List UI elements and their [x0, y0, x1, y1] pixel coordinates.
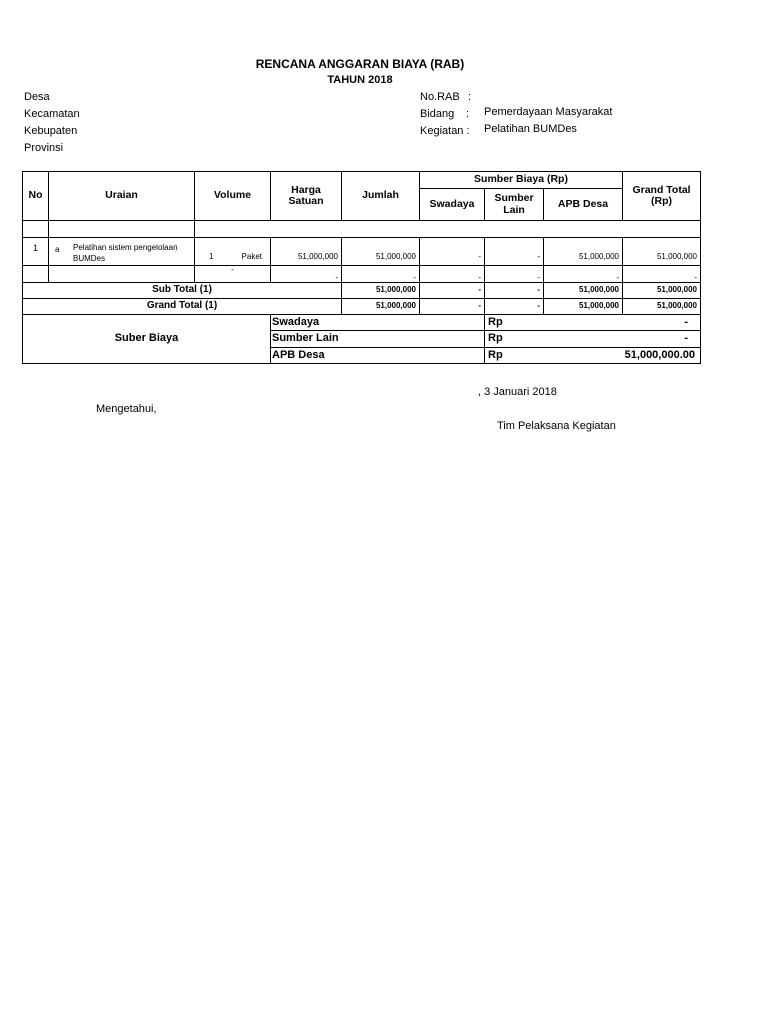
suber-biaya-currency: Rp [485, 348, 544, 364]
header-jumlah: Jumlah [342, 172, 420, 221]
item-sub: a [55, 245, 60, 254]
empty-grand-total: - [623, 266, 701, 283]
label-bidang: Bidang [420, 108, 455, 120]
header-grand-total: Grand Total (Rp) [623, 172, 701, 221]
label-kegiatan: Kegiatan : [420, 125, 470, 137]
sub-total-sumber-lain: - [485, 283, 544, 299]
header-sumber-biaya: Sumber Biaya (Rp) [420, 172, 623, 189]
bidang-value: Pemerdayaan Masyarakat [484, 106, 613, 118]
suber-biaya-currency: Rp [485, 331, 544, 348]
item-no: 1 [23, 238, 49, 266]
header-sumber-lain: Sumber Lain [485, 189, 544, 221]
document-year: TAHUN 2018 [327, 74, 393, 86]
suber-biaya-name: Swadaya [271, 315, 485, 331]
sub-total-label: Sub Total (1) [23, 283, 342, 299]
empty-apb-desa: - [544, 266, 623, 283]
item-grand-total: 51,000,000 [623, 238, 701, 266]
suber-biaya-amount: - [544, 315, 701, 331]
empty-swadaya: - [420, 266, 485, 283]
tim-pelaksana-label: Tim Pelaksana Kegiatan [497, 420, 616, 432]
table-row-empty [23, 266, 701, 283]
sub-total-swadaya: - [420, 283, 485, 299]
empty-harga-satuan: - [271, 266, 342, 283]
grand-total-sumber-lain: - [485, 299, 544, 315]
rab-table [22, 171, 701, 364]
grand-total-grand-total: 51,000,000 [623, 299, 701, 315]
kegiatan-value: Pelatihan BUMDes [484, 123, 577, 135]
suber-biaya-label: Suber Biaya [23, 315, 271, 364]
document-date: , 3 Januari 2018 [478, 386, 557, 398]
empty-sumber-lain: - [485, 266, 544, 283]
suber-biaya-row-swadaya [23, 315, 701, 331]
sub-total-grand-total: 51,000,000 [623, 283, 701, 299]
grand-total-jumlah: 51,000,000 [342, 299, 420, 315]
bidang-separator: : [466, 108, 470, 120]
item-jumlah: 51,000,000 [342, 238, 420, 266]
grand-total-apb-desa: 51,000,000 [544, 299, 623, 315]
suber-biaya-amount: 51,000,000.00 [544, 348, 701, 364]
suber-biaya-name: APB Desa [271, 348, 485, 364]
item-sumber-lain: - [485, 238, 544, 266]
item-harga-satuan: 51,000,000 [271, 238, 342, 266]
label-kabupaten: Kebupaten [24, 125, 78, 137]
item-swadaya: - [420, 238, 485, 266]
empty-volume: - [195, 266, 271, 283]
header-apb-desa: APB Desa [544, 189, 623, 221]
header-no: No [23, 172, 49, 221]
header-swadaya: Swadaya [420, 189, 485, 221]
empty-jumlah: - [342, 266, 420, 283]
suber-biaya-name: Sumber Lain [271, 331, 485, 348]
grand-total-row [23, 299, 701, 315]
item-uraian-cell [49, 238, 195, 266]
sub-total-row [23, 283, 701, 299]
table-row [23, 238, 701, 266]
label-kecamatan: Kecamatan [24, 108, 80, 120]
sub-total-jumlah: 51,000,000 [342, 283, 420, 299]
item-volume-cell [195, 238, 271, 266]
label-desa: Desa [24, 91, 50, 103]
item-apb-desa: 51,000,000 [544, 238, 623, 266]
grand-total-label: Grand Total (1) [23, 299, 342, 315]
label-provinsi: Provinsi [24, 142, 64, 154]
item-uraian: Pelatihan sistem pengelolaan BUMDes [73, 243, 178, 263]
suber-biaya-currency: Rp [485, 315, 544, 331]
no-rab-separator: : [468, 91, 472, 103]
table-row-spacer [23, 221, 701, 238]
document-title: RENCANA ANGGARAN BIAYA (RAB) [255, 57, 465, 71]
item-volume: 1 [209, 251, 214, 261]
header-uraian: Uraian [49, 172, 195, 221]
item-unit: Paket [241, 251, 262, 261]
header-volume: Volume [195, 172, 271, 221]
sub-total-apb-desa: 51,000,000 [544, 283, 623, 299]
grand-total-swadaya: - [420, 299, 485, 315]
label-no-rab: No.RAB [420, 91, 460, 103]
suber-biaya-amount: - [544, 331, 701, 348]
mengetahui-label: Mengetahui, [96, 403, 157, 415]
header-harga-satuan: Harga Satuan [271, 172, 342, 221]
